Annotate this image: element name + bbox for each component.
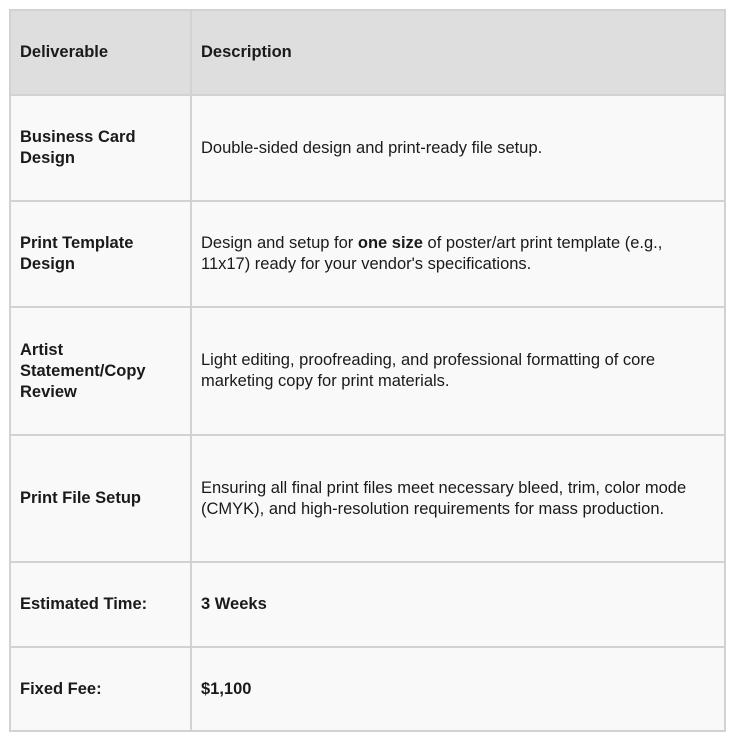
estimated-time-row	[10, 562, 725, 647]
table-header-row	[10, 10, 725, 95]
description-emphasis: one size	[357, 234, 423, 252]
deliverable-label: Print Template Design	[10, 201, 191, 307]
description-text: Design and setup for	[201, 234, 358, 252]
estimated-time-value: 3 Weeks	[191, 562, 725, 647]
fixed-fee-row	[10, 647, 725, 731]
description-text: of poster/art print template (e.g., 11x17) ready for your vendor's specifications.	[201, 234, 663, 273]
fixed-fee-label: Fixed Fee:	[10, 647, 191, 731]
deliverable-description: Ensuring all final print files meet necessary bleed, trim, color mode (CMYK), and high-resolution requirements for mass production.	[191, 435, 725, 562]
deliverable-label: Business Card Design	[10, 95, 191, 201]
deliverable-description: Light editing, proofreading, and professional formatting of core marketing copy for print materials.	[191, 307, 725, 435]
table-row	[10, 435, 725, 562]
deliverable-description	[191, 201, 725, 307]
deliverable-description: Double-sided design and print-ready file setup.	[191, 95, 725, 201]
deliverable-label: Print File Setup	[10, 435, 191, 562]
deliverables-table	[9, 9, 726, 732]
table-row	[10, 307, 725, 435]
table-row	[10, 95, 725, 201]
fixed-fee-value: $1,100	[191, 647, 725, 731]
header-description: Description	[191, 10, 725, 95]
table-row	[10, 201, 725, 307]
header-deliverable: Deliverable	[10, 10, 191, 95]
deliverable-label: Artist Statement/Copy Review	[10, 307, 191, 435]
estimated-time-label: Estimated Time:	[10, 562, 191, 647]
